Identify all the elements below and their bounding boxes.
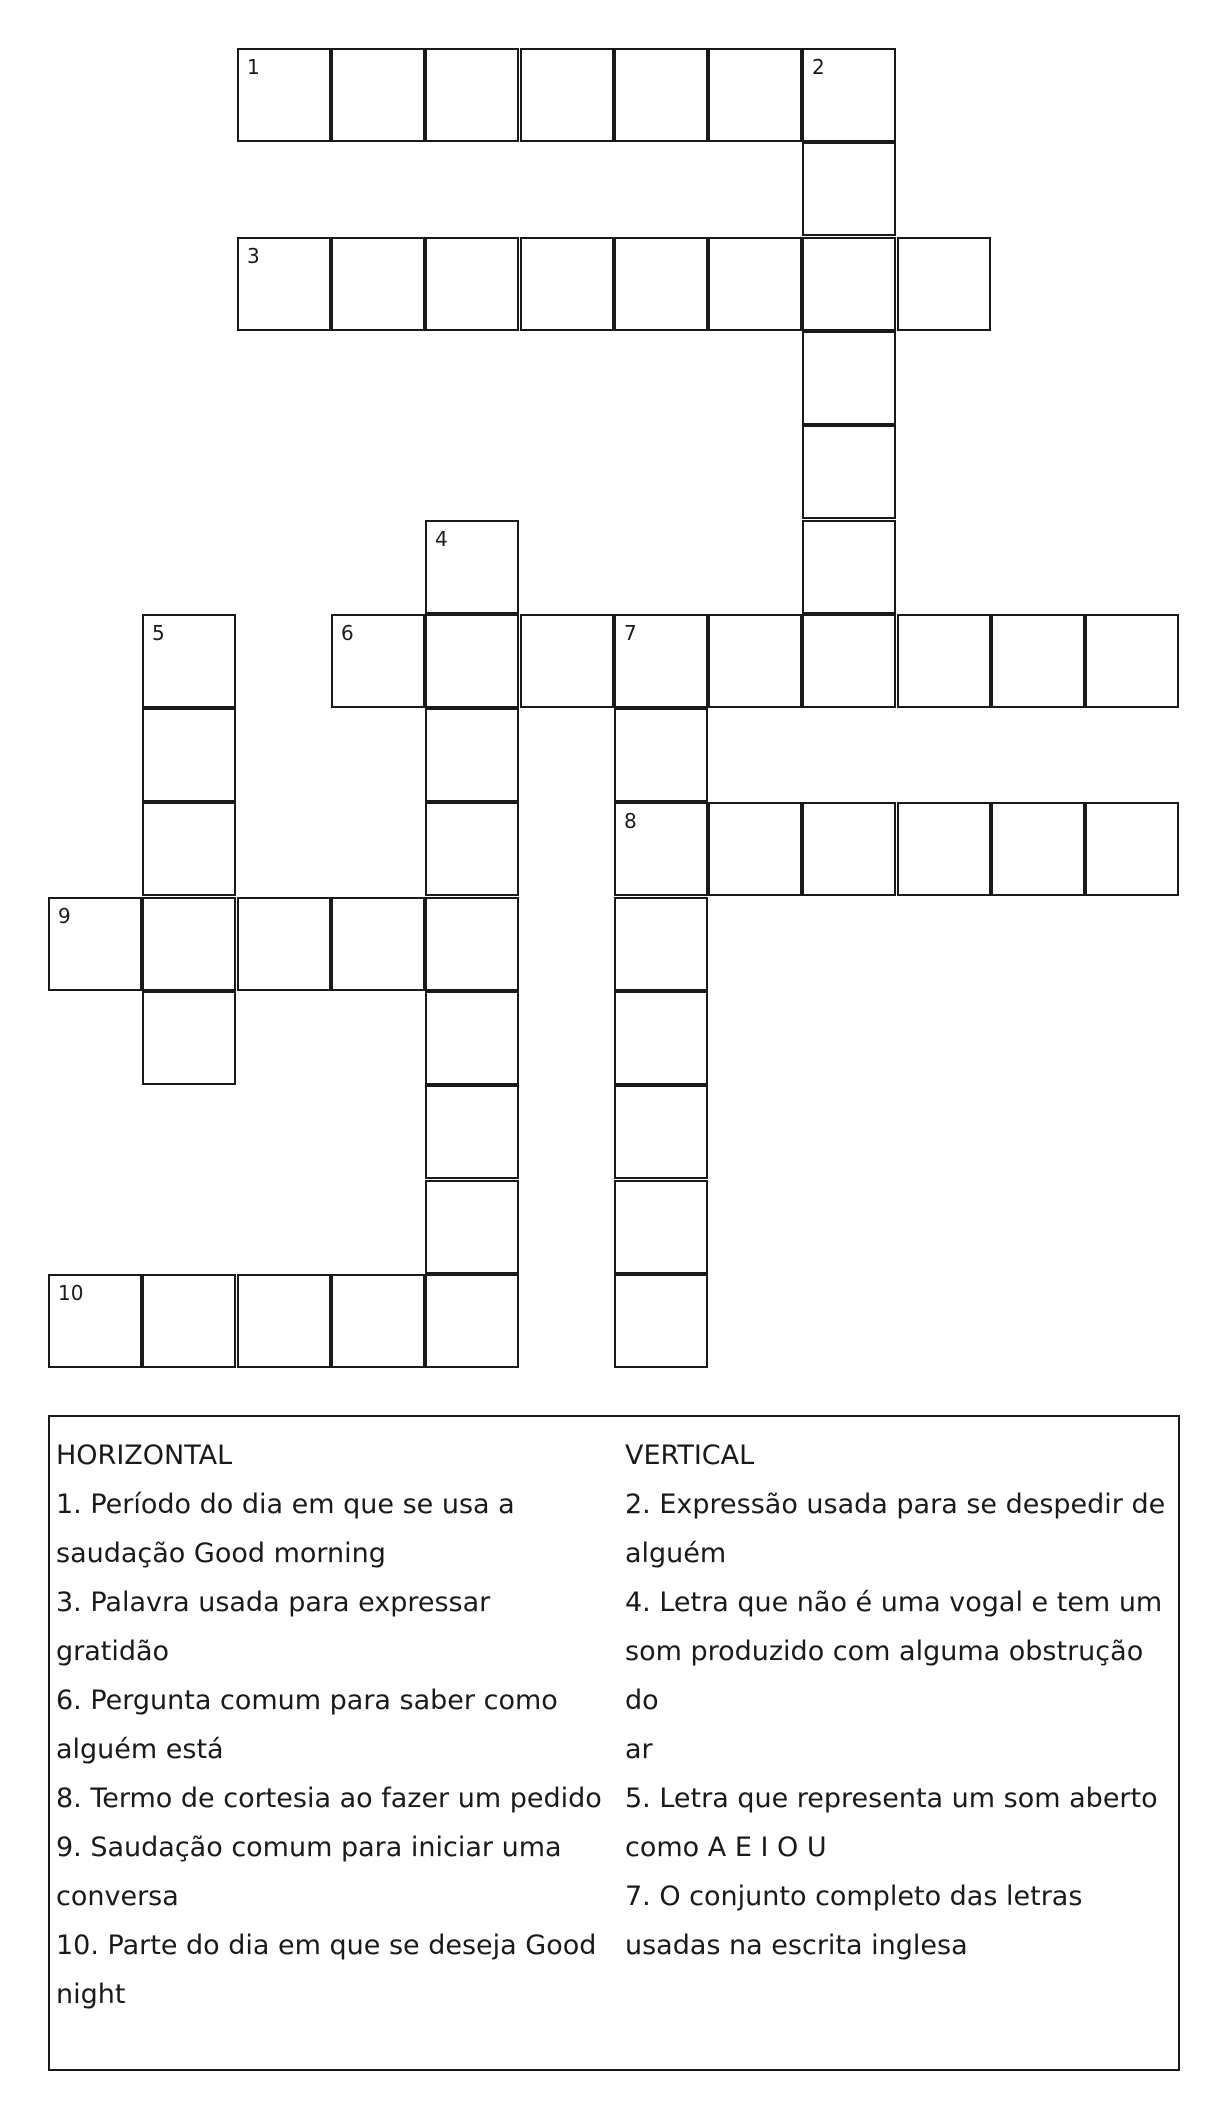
grid-cell[interactable] xyxy=(614,991,708,1085)
clue-line: 4. Letra que não é uma vogal e tem um xyxy=(625,1587,1163,1618)
grid-cell[interactable] xyxy=(142,897,236,991)
clue-line: 7. O conjunto completo das letras xyxy=(625,1881,1083,1912)
clue-line: gratidão xyxy=(56,1636,170,1667)
grid-cell[interactable] xyxy=(708,237,802,331)
grid-cell[interactable] xyxy=(237,237,331,331)
grid-cell[interactable] xyxy=(331,614,425,708)
clue-line: 9. Saudação comum para iniciar uma xyxy=(56,1832,562,1863)
grid-cell[interactable] xyxy=(425,708,519,802)
grid-cell[interactable] xyxy=(425,1274,519,1368)
grid-cell[interactable] xyxy=(237,48,331,142)
grid-cell[interactable] xyxy=(425,802,519,896)
grid-cell[interactable] xyxy=(708,614,802,708)
grid-cell[interactable] xyxy=(520,614,614,708)
grid-cell[interactable] xyxy=(331,48,425,142)
grid-cell[interactable] xyxy=(897,614,991,708)
grid-cell[interactable] xyxy=(614,237,708,331)
grid-cell[interactable] xyxy=(48,1274,142,1368)
clue-number: 6 xyxy=(341,621,354,645)
grid-cell[interactable] xyxy=(614,802,708,896)
clue-number: 1 xyxy=(247,55,260,79)
clue-line: saudação Good morning xyxy=(56,1538,386,1569)
grid-cell[interactable] xyxy=(237,897,331,991)
grid-cell[interactable] xyxy=(708,48,802,142)
grid-cell[interactable] xyxy=(897,802,991,896)
vertical-clues xyxy=(625,1431,1170,1970)
clue-line: 1. Período do dia em que se usa a xyxy=(56,1489,515,1520)
grid-cell[interactable] xyxy=(802,48,896,142)
grid-cell[interactable] xyxy=(425,1180,519,1274)
clue-number: 5 xyxy=(152,621,165,645)
grid-cell[interactable] xyxy=(802,142,896,236)
grid-cell[interactable] xyxy=(802,614,896,708)
grid-cell[interactable] xyxy=(425,614,519,708)
clue-line: conversa xyxy=(56,1881,179,1912)
grid-cell[interactable] xyxy=(425,48,519,142)
clue-line: som produzido com alguma obstrução do xyxy=(625,1636,1144,1716)
clue-number: 3 xyxy=(247,244,260,268)
clue-number: 10 xyxy=(58,1281,84,1305)
vertical-heading: VERTICAL xyxy=(625,1440,755,1471)
clue-number: 2 xyxy=(812,55,825,79)
grid-cell[interactable] xyxy=(614,48,708,142)
grid-cell[interactable] xyxy=(425,237,519,331)
clue-number: 7 xyxy=(624,621,637,645)
grid-cell[interactable] xyxy=(425,520,519,614)
clue-number: 8 xyxy=(624,809,637,833)
grid-cell[interactable] xyxy=(142,708,236,802)
clue-line: 10. Parte do dia em que se deseja Good xyxy=(56,1930,597,1961)
grid-cell[interactable] xyxy=(991,614,1085,708)
grid-cell[interactable] xyxy=(802,802,896,896)
clue-line: 3. Palavra usada para expressar xyxy=(56,1587,491,1618)
clue-line: night xyxy=(56,1979,126,2010)
grid-cell[interactable] xyxy=(897,237,991,331)
clue-line: alguém xyxy=(625,1538,727,1569)
clue-number: 9 xyxy=(58,904,71,928)
grid-cell[interactable] xyxy=(614,1274,708,1368)
grid-cell[interactable] xyxy=(425,897,519,991)
grid-cell[interactable] xyxy=(991,802,1085,896)
clue-line: 5. Letra que representa um som aberto xyxy=(625,1783,1158,1814)
grid-cell[interactable] xyxy=(1085,802,1179,896)
grid-cell[interactable] xyxy=(331,237,425,331)
clue-line: como A E I O U xyxy=(625,1832,827,1863)
grid-cell[interactable] xyxy=(142,1274,236,1368)
grid-cell[interactable] xyxy=(802,425,896,519)
grid-cell[interactable] xyxy=(142,802,236,896)
grid-cell[interactable] xyxy=(142,614,236,708)
grid-cell[interactable] xyxy=(520,237,614,331)
grid-cell[interactable] xyxy=(142,991,236,1085)
grid-cell[interactable] xyxy=(614,1180,708,1274)
clue-line: ar xyxy=(625,1734,653,1765)
clues-box xyxy=(48,1415,1180,2071)
grid-cell[interactable] xyxy=(48,897,142,991)
grid-cell[interactable] xyxy=(802,237,896,331)
grid-cell[interactable] xyxy=(802,520,896,614)
grid-cell[interactable] xyxy=(802,331,896,425)
grid-cell[interactable] xyxy=(708,802,802,896)
grid-cell[interactable] xyxy=(425,991,519,1085)
clue-line: 8. Termo de cortesia ao fazer um pedido xyxy=(56,1783,602,1814)
horizontal-heading: HORIZONTAL xyxy=(56,1440,233,1471)
grid-cell[interactable] xyxy=(237,1274,331,1368)
grid-cell[interactable] xyxy=(520,48,614,142)
clue-line: 6. Pergunta comum para saber como xyxy=(56,1685,558,1716)
clue-line: alguém está xyxy=(56,1734,224,1765)
grid-cell[interactable] xyxy=(1085,614,1179,708)
clue-line: usadas na escrita inglesa xyxy=(625,1930,968,1961)
grid-cell[interactable] xyxy=(331,897,425,991)
clue-line: 2. Expressão usada para se despedir de xyxy=(625,1489,1166,1520)
grid-cell[interactable] xyxy=(614,614,708,708)
grid-cell[interactable] xyxy=(614,708,708,802)
grid-cell[interactable] xyxy=(614,1085,708,1179)
grid-cell[interactable] xyxy=(614,897,708,991)
grid-cell[interactable] xyxy=(331,1274,425,1368)
grid-cell[interactable] xyxy=(425,1085,519,1179)
horizontal-clues xyxy=(56,1431,611,2019)
clue-number: 4 xyxy=(435,527,448,551)
